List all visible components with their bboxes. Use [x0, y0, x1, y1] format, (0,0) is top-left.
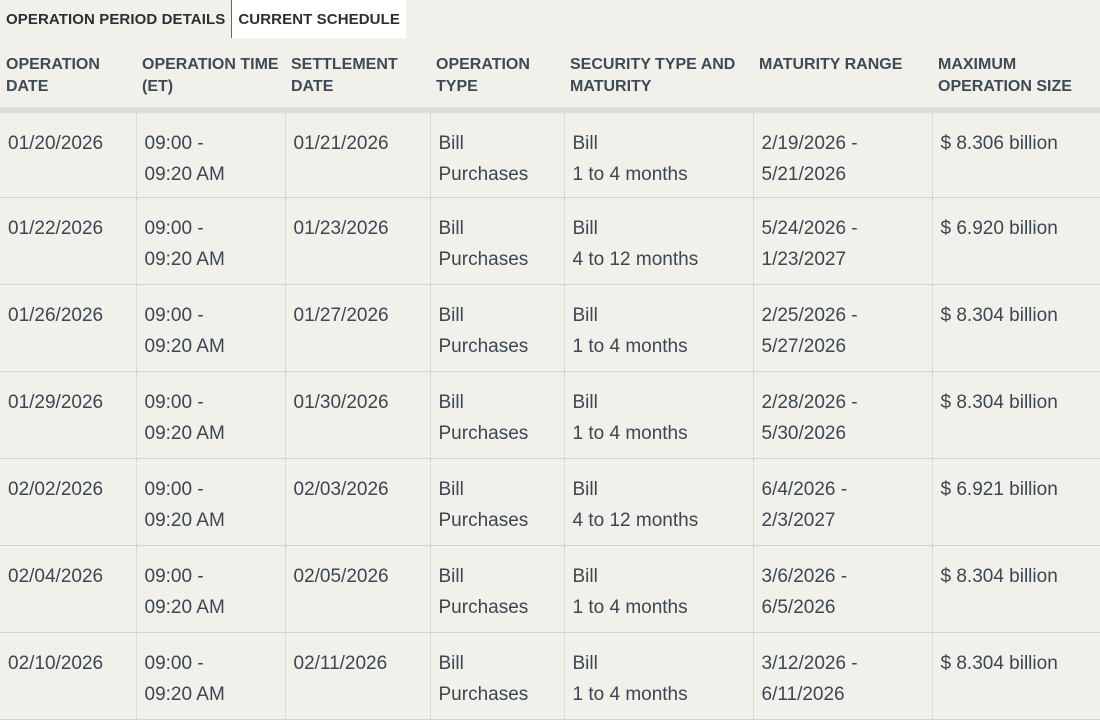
line-maturity: 1 to 4 months — [572, 683, 688, 705]
cell-security-type-and-maturity — [564, 632, 753, 719]
line-size: $ 8.306 billion — [940, 133, 1058, 154]
line-size: $ 8.304 billion — [940, 652, 1058, 674]
line-time-end: 09:20 AM — [144, 509, 225, 531]
line-size: $ 6.920 billion — [940, 217, 1058, 239]
header-line: OPERATION — [436, 56, 530, 73]
header-operation-type — [430, 46, 564, 110]
tab-bar — [0, 0, 406, 38]
line-time-start: 09:00 - — [144, 652, 204, 674]
header-maturity-range — [753, 46, 932, 110]
table-row — [0, 632, 1100, 719]
header-line: SETTLEMENT — [291, 56, 398, 73]
line-settlement-date: 01/30/2026 — [293, 391, 389, 413]
header-line: MATURITY RANGE — [759, 56, 903, 73]
cell-operation-type — [430, 545, 564, 632]
table-row — [0, 197, 1100, 284]
cell-security-type-and-maturity — [564, 458, 753, 545]
cell-maturity-range — [753, 632, 932, 719]
line-range-start: 3/12/2026 - — [761, 652, 858, 674]
tab-current-schedule[interactable]: CURRENT SCHEDULE — [232, 0, 406, 38]
cell-settlement-date — [285, 110, 430, 197]
line-type-detail: Purchases — [438, 335, 529, 357]
line-range-end: 1/23/2027 — [761, 248, 847, 270]
cell-maturity-range — [753, 284, 932, 371]
line-range-end: 2/3/2027 — [761, 509, 836, 531]
line-range-end: 6/11/2026 — [761, 683, 845, 705]
line-time-start: 09:00 - — [144, 133, 204, 154]
line-operation-date: 01/26/2026 — [8, 304, 104, 326]
cell-maximum-operation-size — [932, 458, 1100, 545]
cell-maximum-operation-size — [932, 545, 1100, 632]
cell-settlement-date — [285, 458, 430, 545]
line-type: Bill — [438, 478, 464, 500]
line-maturity: 1 to 4 months — [572, 164, 688, 185]
tab-operation-period-details[interactable]: OPERATION PERIOD DETAILS — [0, 0, 232, 38]
line-security-type: Bill — [572, 304, 598, 326]
line-time-start: 09:00 - — [144, 304, 204, 326]
line-security-type: Bill — [572, 478, 598, 500]
cell-maximum-operation-size — [932, 284, 1100, 371]
header-settlement-date — [285, 46, 430, 110]
cell-settlement-date — [285, 371, 430, 458]
cell-operation-date — [0, 110, 136, 197]
table-row — [0, 371, 1100, 458]
line-type-detail: Purchases — [438, 164, 529, 185]
line-range-end: 5/21/2026 — [761, 164, 847, 185]
cell-settlement-date — [285, 545, 430, 632]
line-type: Bill — [438, 304, 464, 326]
line-type: Bill — [438, 565, 464, 587]
cell-settlement-date — [285, 197, 430, 284]
header-operation-date — [0, 46, 136, 110]
line-range-start: 2/25/2026 - — [761, 304, 858, 326]
line-maturity: 4 to 12 months — [572, 248, 699, 270]
cell-operation-time — [136, 458, 285, 545]
table-row — [0, 545, 1100, 632]
schedule-table — [0, 46, 1100, 720]
header-line: MAXIMUM — [938, 56, 1017, 73]
line-maturity: 4 to 12 months — [572, 509, 699, 531]
cell-operation-date — [0, 371, 136, 458]
line-time-end: 09:20 AM — [144, 422, 225, 444]
cell-operation-type — [430, 110, 564, 197]
cell-maturity-range — [753, 110, 932, 197]
cell-maximum-operation-size — [932, 197, 1100, 284]
line-settlement-date: 01/21/2026 — [293, 133, 389, 154]
cell-maximum-operation-size — [932, 110, 1100, 197]
line-time-end: 09:20 AM — [144, 335, 225, 357]
cell-security-type-and-maturity — [564, 110, 753, 197]
line-settlement-date: 02/05/2026 — [293, 565, 389, 587]
line-range-start: 2/19/2026 - — [761, 133, 858, 154]
line-security-type: Bill — [572, 217, 598, 239]
table-header — [0, 46, 1100, 110]
table-body — [0, 110, 1100, 719]
line-type: Bill — [438, 133, 464, 154]
header-line: SECURITY TYPE AND — [570, 56, 736, 73]
line-settlement-date: 01/27/2026 — [293, 304, 389, 326]
cell-security-type-and-maturity — [564, 371, 753, 458]
header-line: DATE — [6, 78, 49, 95]
line-time-start: 09:00 - — [144, 391, 204, 413]
cell-settlement-date — [285, 632, 430, 719]
cell-operation-type — [430, 371, 564, 458]
header-security-type-and-maturity — [564, 46, 753, 110]
line-maturity: 1 to 4 months — [572, 422, 688, 444]
header-row — [0, 46, 1100, 110]
line-type: Bill — [438, 391, 464, 413]
line-range-start: 2/28/2026 - — [761, 391, 858, 413]
cell-maturity-range — [753, 458, 932, 545]
line-maturity: 1 to 4 months — [572, 335, 688, 357]
line-time-end: 09:20 AM — [144, 596, 225, 618]
line-time-end: 09:20 AM — [144, 683, 225, 705]
line-range-end: 5/27/2026 — [761, 335, 847, 357]
cell-operation-time — [136, 110, 285, 197]
cell-maturity-range — [753, 197, 932, 284]
line-operation-date: 02/02/2026 — [8, 478, 104, 500]
table-row — [0, 110, 1100, 197]
cell-operation-type — [430, 197, 564, 284]
line-operation-date: 01/29/2026 — [8, 391, 104, 413]
cell-security-type-and-maturity — [564, 284, 753, 371]
line-time-start: 09:00 - — [144, 565, 204, 587]
line-range-start: 5/24/2026 - — [761, 217, 858, 239]
line-size: $ 8.304 billion — [940, 565, 1058, 587]
cell-operation-date — [0, 197, 136, 284]
header-line: TYPE — [436, 78, 478, 95]
cell-maximum-operation-size — [932, 371, 1100, 458]
line-operation-date: 01/20/2026 — [8, 133, 104, 154]
cell-operation-type — [430, 284, 564, 371]
header-line: OPERATION SIZE — [938, 78, 1072, 95]
line-type-detail: Purchases — [438, 248, 529, 270]
line-time-start: 09:00 - — [144, 217, 204, 239]
line-maturity: 1 to 4 months — [572, 596, 688, 618]
line-type-detail: Purchases — [438, 683, 529, 705]
line-range-end: 6/5/2026 — [761, 596, 836, 618]
cell-operation-type — [430, 632, 564, 719]
header-line: OPERATION TIME — [142, 56, 279, 73]
line-operation-date: 02/10/2026 — [8, 652, 104, 674]
cell-maturity-range — [753, 545, 932, 632]
cell-operation-date — [0, 458, 136, 545]
table-row — [0, 284, 1100, 371]
header-line: DATE — [291, 78, 334, 95]
line-type-detail: Purchases — [438, 422, 529, 444]
header-line: (ET) — [142, 78, 174, 95]
header-maximum-operation-size — [932, 46, 1100, 110]
line-type: Bill — [438, 217, 464, 239]
line-size: $ 8.304 billion — [940, 304, 1058, 326]
line-range-start: 6/4/2026 - — [761, 478, 848, 500]
cell-operation-time — [136, 284, 285, 371]
line-settlement-date: 02/11/2026 — [293, 652, 388, 674]
line-type-detail: Purchases — [438, 596, 529, 618]
cell-settlement-date — [285, 284, 430, 371]
line-security-type: Bill — [572, 133, 598, 154]
line-time-end: 09:20 AM — [144, 164, 225, 185]
cell-operation-time — [136, 197, 285, 284]
header-line: OPERATION — [6, 56, 100, 73]
cell-security-type-and-maturity — [564, 197, 753, 284]
line-time-start: 09:00 - — [144, 478, 204, 500]
cell-operation-time — [136, 632, 285, 719]
cell-maximum-operation-size — [932, 632, 1100, 719]
line-range-start: 3/6/2026 - — [761, 565, 848, 587]
line-time-end: 09:20 AM — [144, 248, 225, 270]
line-settlement-date: 01/23/2026 — [293, 217, 389, 239]
line-size: $ 6.921 billion — [940, 478, 1058, 500]
cell-maturity-range — [753, 371, 932, 458]
table-row — [0, 458, 1100, 545]
cell-security-type-and-maturity — [564, 545, 753, 632]
cell-operation-date — [0, 545, 136, 632]
line-security-type: Bill — [572, 565, 598, 587]
line-security-type: Bill — [572, 391, 598, 413]
cell-operation-time — [136, 545, 285, 632]
line-operation-date: 01/22/2026 — [8, 217, 104, 239]
cell-operation-date — [0, 632, 136, 719]
line-type: Bill — [438, 652, 464, 674]
cell-operation-date — [0, 284, 136, 371]
header-line: MATURITY — [570, 78, 652, 95]
cell-operation-time — [136, 371, 285, 458]
line-operation-date: 02/04/2026 — [8, 565, 104, 587]
line-settlement-date: 02/03/2026 — [293, 478, 389, 500]
line-security-type: Bill — [572, 652, 598, 674]
line-type-detail: Purchases — [438, 509, 529, 531]
line-size: $ 8.304 billion — [940, 391, 1058, 413]
line-range-end: 5/30/2026 — [761, 422, 847, 444]
cell-operation-type — [430, 458, 564, 545]
header-operation-time — [136, 46, 285, 110]
